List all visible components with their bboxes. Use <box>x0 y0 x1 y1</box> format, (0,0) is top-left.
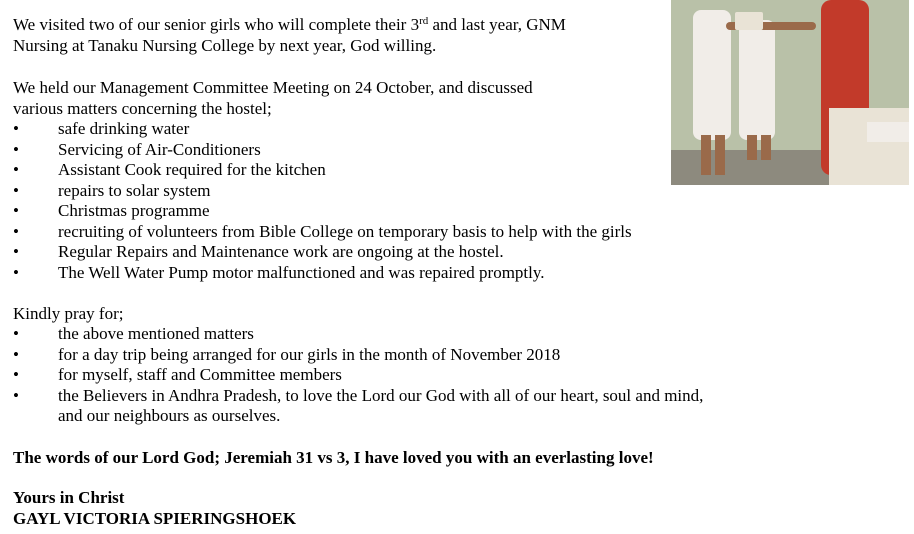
bullet-marker: • <box>13 160 19 179</box>
meeting-item: repairs to solar system <box>58 181 211 200</box>
bullet-marker: • <box>13 263 19 282</box>
prayer-item: the Believers in Andhra Pradesh, to love the Lord our God with all of our heart, soul and mind, <box>58 386 704 405</box>
meeting-line-2: various matters concerning the hostel; <box>13 99 272 118</box>
bullet-marker: • <box>13 222 19 241</box>
scripture-quote: The words of our Lord God; Jeremiah 31 vs 3, I have loved you with an everlasting love! <box>13 448 654 467</box>
meeting-item: safe drinking water <box>58 119 190 138</box>
meeting-item: Assistant Cook required for the kitchen <box>58 160 326 179</box>
prayer-item: the above mentioned matters <box>58 324 254 343</box>
intro-line-1: We visited two of our senior girls who will complete their 3rd and last year, GNM <box>13 15 566 34</box>
bullet-marker: • <box>13 181 19 200</box>
meeting-line-1: We held our Management Committee Meeting on 24 October, and discussed <box>13 78 533 97</box>
bullet-marker: • <box>13 386 19 405</box>
intro-line-2: Nursing at Tanaku Nursing College by next year, God willing. <box>13 36 437 55</box>
photo-illustration <box>671 0 909 185</box>
closing-salutation: Yours in Christ <box>13 488 125 507</box>
bullet-marker: • <box>13 140 19 159</box>
bullet-marker: • <box>13 324 19 343</box>
bullet-marker: • <box>13 345 19 364</box>
hostel-photo <box>671 0 909 185</box>
bullet-marker: • <box>13 365 19 384</box>
meeting-item: Christmas programme <box>58 201 210 220</box>
prayer-item-continuation: and our neighbours as ourselves. <box>58 406 281 425</box>
bullet-marker: • <box>13 242 19 261</box>
meeting-item: The Well Water Pump motor malfunctioned and was repaired promptly. <box>58 263 545 282</box>
meeting-item: Servicing of Air-Conditioners <box>58 140 261 159</box>
prayer-item: for a day trip being arranged for our girls in the month of November 2018 <box>58 345 561 364</box>
bullet-marker: • <box>13 119 19 138</box>
signature-name: GAYL VICTORIA SPIERINGSHOEK <box>13 509 297 528</box>
bullet-marker: • <box>13 201 19 220</box>
meeting-item: Regular Repairs and Maintenance work are ongoing at the hostel. <box>58 242 504 261</box>
prayer-heading: Kindly pray for; <box>13 304 124 323</box>
meeting-item: recruiting of volunteers from Bible College on temporary basis to help with the girls <box>58 222 632 241</box>
prayer-item: for myself, staff and Committee members <box>58 365 342 384</box>
